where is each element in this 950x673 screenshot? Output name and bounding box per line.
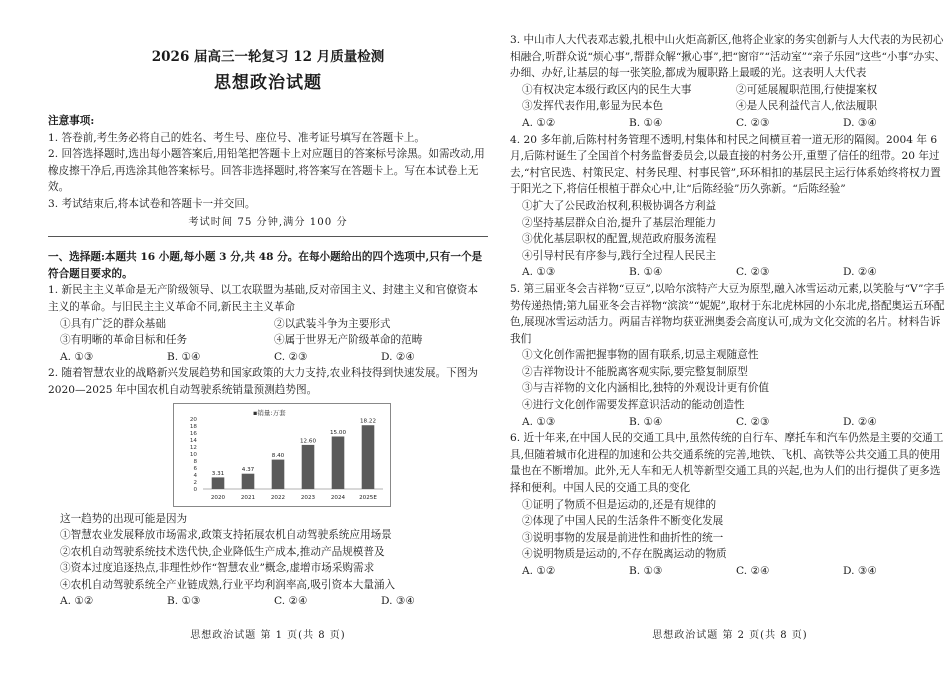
q1-answer-d: D. ②④	[381, 350, 415, 363]
q4-answer-b: B. ①④	[629, 266, 663, 279]
q5-option-4: ④进行文化创作需要发挥意识活动的能动创造性	[522, 399, 745, 412]
bar-value-label: 18.22	[359, 418, 377, 425]
q4-option-1: ①扩大了公民政治权利,积极协调各方利益	[522, 199, 717, 212]
q3-answer-b: B. ①④	[629, 116, 663, 129]
q1-options	[48, 316, 488, 349]
x-tick-label: 2025E	[359, 494, 377, 501]
bar-2025E	[362, 425, 375, 489]
q3-options	[510, 82, 950, 115]
footer-right: 思想政治试题 第 2 页(共 8 页)	[652, 630, 808, 641]
q5-options	[510, 347, 950, 413]
q2-answer-d: D. ③④	[381, 595, 415, 608]
q1-answer-c: C. ②③	[274, 350, 308, 363]
notice-item-3: 3. 考试结束后,将本试卷和答题卡一并交回。	[48, 197, 256, 210]
notice-item-2: 2. 回答选择题时,选出每小题答案后,用铅笔把答题卡上对应题目的答案标号涂黑。如需改动,用橡皮擦干净后,再选涂其他答案标号。回答非选择题时,将答案写在答题卡上。写在本试卷上无效。	[48, 148, 485, 194]
q3-answer-c: C. ②③	[736, 116, 770, 129]
right-page	[510, 32, 950, 580]
q4-stem: 4. 20 多年前,后陈村村务管理不透明,村集体和村民之间横亘着一道无形的隔阂。2004 年 6 月,后陈村诞生了全国首个村务监督委员会,以最直接的村务公开,重塑了信任的纽带。20 年过去,“村官民选、村策民定、村务民理、村事民管”,环环相扣的基层民主运行体系始终将权力置于阳光之下,将信任根植于群众心中,让“后陈经验”历久弥新。“后陈经验”	[510, 133, 941, 196]
y-tick-label: 16	[189, 430, 197, 437]
q1-answer-a: A. ①③	[60, 350, 94, 363]
q6-option-2: ②体现了中国人民的生活条件不断变化发展	[522, 515, 724, 528]
bar-value-label: 15.00	[329, 429, 347, 436]
divider	[48, 236, 488, 237]
bar-value-label: 4.37	[241, 466, 255, 473]
bar-2024	[332, 436, 345, 489]
q5-answer-a: A. ①③	[522, 415, 556, 428]
q6-options	[510, 497, 950, 563]
bar-value-label: 8.40	[271, 452, 285, 459]
q6-option-1: ①证明了物质不但是运动的,还是有规律的	[522, 498, 717, 511]
q1-option-3: ③有明晰的革命目标和任务	[60, 334, 188, 347]
y-tick-label: 6	[193, 465, 197, 472]
q2-answer-a: A. ①②	[60, 595, 94, 608]
q6-answer-b: B. ①③	[629, 565, 663, 577]
q2-lead: 这一趋势的出现可能是因为	[60, 512, 188, 525]
q3-stem: 3. 中山市人大代表邓志毅,扎根中山火炬高新区,他将企业家的务实创新与人大代表的为民初心相融合,听群众说“烦心事”,帮群众解“揪心事”,把“窗帘”“活动室”“亲子乐园”这些“小事”办实、办细、办好,让基层的每一张笑脸,都成为履职路上最暖的光。这表明人大代表	[510, 34, 946, 80]
q2-answer-c: C. ②④	[274, 595, 308, 608]
y-tick-label: 2	[193, 479, 197, 486]
y-tick-label: 14	[189, 437, 197, 444]
y-tick-label: 8	[193, 458, 197, 465]
sales-chart-svg	[173, 403, 391, 507]
q3-answer-a: A. ①②	[522, 116, 556, 129]
q6-option-3: ③说明事物的发展是前进性和曲折性的统一	[522, 531, 724, 544]
y-tick-label: 4	[193, 472, 197, 479]
notice-title: 注意事项:	[48, 115, 95, 127]
exam-time-info: 考试时间 75 分钟,满分 100 分	[188, 216, 348, 228]
left-page	[48, 0, 488, 610]
q6-answers	[510, 563, 950, 580]
q1-answers	[48, 349, 488, 366]
q5-option-2: ②吉祥物设计不能脱离客观实际,要完整复制原型	[522, 365, 748, 378]
chart-legend: ▪销量:万套	[253, 408, 286, 417]
q4-options	[510, 198, 950, 264]
q5-answers	[510, 414, 950, 431]
q2-option-3: ③资本过度追逐热点,非理性炒作“智慧农业”概念,虚增市场采购需求	[60, 562, 375, 575]
section-header: 一、选择题:本题共 16 小题,每小题 3 分,共 48 分。在每小题给出的四个选项中,只有一个是符合题目要求的。	[48, 251, 483, 280]
q1-stem: 1. 新民主主义革命是无产阶级领导、以工农联盟为基础,反对帝国主义、封建主义和官僚资本主义的革命。与旧民主主义革命不同,新民主主义革命	[48, 284, 478, 313]
q4-answer-c: C. ②③	[736, 266, 770, 279]
x-tick-label: 2022	[270, 494, 286, 501]
q3-option-4: ④是人民利益代言人,依法履职	[736, 100, 878, 113]
y-tick-label: 10	[189, 451, 197, 458]
x-tick-label: 2023	[300, 494, 316, 501]
q4-option-4: ④引导村民有序参与,践行全过程人民民主	[522, 249, 717, 262]
q1-option-4: ④属于世界无产阶级革命的范畴	[274, 334, 423, 347]
subject-title: 思想政治试题	[214, 73, 322, 93]
q1-answer-b: B. ①④	[167, 350, 201, 363]
q5-answer-d: D. ②④	[843, 415, 877, 428]
y-tick-label: 0	[193, 486, 197, 493]
q5-option-3: ③与吉祥物的文化内涵相比,独特的外观设计更有价值	[522, 382, 770, 395]
q6-answer-c: C. ②④	[736, 565, 770, 577]
q3-option-2: ②可延展履职范围,行使提案权	[736, 83, 878, 96]
q5-answer-c: C. ②③	[736, 415, 770, 428]
q1-option-1: ①具有广泛的群众基础	[60, 317, 166, 330]
q6-answer-a: A. ①②	[522, 565, 556, 577]
q6-stem: 6. 近十年来,在中国人民的交通工具中,虽然传统的自行车、摩托车和汽车仍然是主要的交通工具,但随着城市化进程的加速和公共交通系统的完善,地铁、飞机、高铁等公共交通工具的使用量也在不断增加。此外,无人车和无人机等新型交通工具的兴起,也为人们的出行提供了更多选择和便利。中国人民的交通工具的变化	[510, 432, 944, 495]
bar-2022	[272, 459, 285, 488]
bar-2023	[302, 444, 315, 488]
bar-2021	[242, 473, 255, 488]
q1-option-2: ②以武装斗争为主要形式	[274, 317, 391, 330]
y-tick-label: 18	[189, 423, 197, 430]
q5-answer-b: B. ①④	[629, 415, 663, 428]
x-tick-label: 2021	[240, 494, 256, 501]
q2-option-1: ①智慧农业发展释放市场需求,政策支持拓展农机自动驾驶系统应用场景	[60, 529, 392, 542]
q4-answer-d: D. ②④	[843, 266, 877, 279]
q3-answers	[510, 115, 950, 132]
q3-option-3: ③发挥代表作用,彰显为民本色	[522, 100, 664, 113]
q4-answer-a: A. ①③	[522, 266, 556, 279]
exam-name: 2026 届高三一轮复习 12 月质量检测	[151, 49, 385, 65]
x-tick-label: 2020	[210, 494, 226, 501]
q5-stem: 5. 第三届亚冬会吉祥物“豆豆”,以哈尔滨特产大豆为原型,融入冰雪运动元素,以笑脸与“V”字手势传递热情;第九届亚冬会吉祥物“滨滨”“妮妮”,取材于东北虎林园的小东北虎,搭配奥运五环配色,展现冰雪运动活力。两届吉祥物均获亚洲奥委会高度认可,成为文化交流的名片。材料告诉我们	[510, 282, 945, 345]
q3-answer-d: D. ③④	[843, 116, 877, 129]
q6-answer-d: D. ③④	[843, 565, 877, 577]
y-tick-label: 12	[189, 444, 197, 451]
q2-options	[48, 527, 488, 593]
q4-option-2: ②坚持基层群众自治,提升了基层治理能力	[522, 216, 717, 229]
q2-answers	[48, 593, 488, 610]
q2-option-4: ④农机自动驾驶系统全产业链成熟,行业平均利润率高,吸引资本大量涌入	[60, 578, 396, 591]
notice-item-1: 1. 答卷前,考生务必将自己的姓名、考生号、座位号、准考证号填写在答题卡上。	[48, 131, 426, 144]
bar-2020	[212, 477, 225, 489]
bar-value-label: 3.31	[211, 470, 225, 477]
q2-stem: 2. 随着智慧农业的战略新兴发展趋势和国家政策的大力支持,农业科技得到快速发展。下图为 2020—2025 年中国农机自动驾驶系统销量预测趋势图。	[48, 367, 478, 396]
q2-option-2: ②农机自动驾驶系统技术迭代快,企业降低生产成本,推动产品规模普及	[60, 545, 385, 558]
q2-answer-b: B. ①③	[167, 595, 201, 608]
q5-option-1: ①文化创作需把握事物的固有联系,切忌主观随意性	[522, 349, 759, 362]
y-tick-label: 20	[189, 416, 197, 423]
q6-option-4: ④说明物质是运动的,不存在脱离运动的物质	[522, 548, 727, 561]
q4-option-3: ③优化基层职权的配置,规范政府服务流程	[522, 233, 717, 246]
q4-answers	[510, 264, 950, 281]
bar-value-label: 12.60	[299, 437, 317, 444]
footer-left: 思想政治试题 第 1 页(共 8 页)	[190, 630, 346, 641]
sales-chart	[173, 403, 391, 507]
x-tick-label: 2024	[330, 494, 346, 501]
q3-option-1: ①有权决定本级行政区内的民生大事	[522, 83, 692, 96]
